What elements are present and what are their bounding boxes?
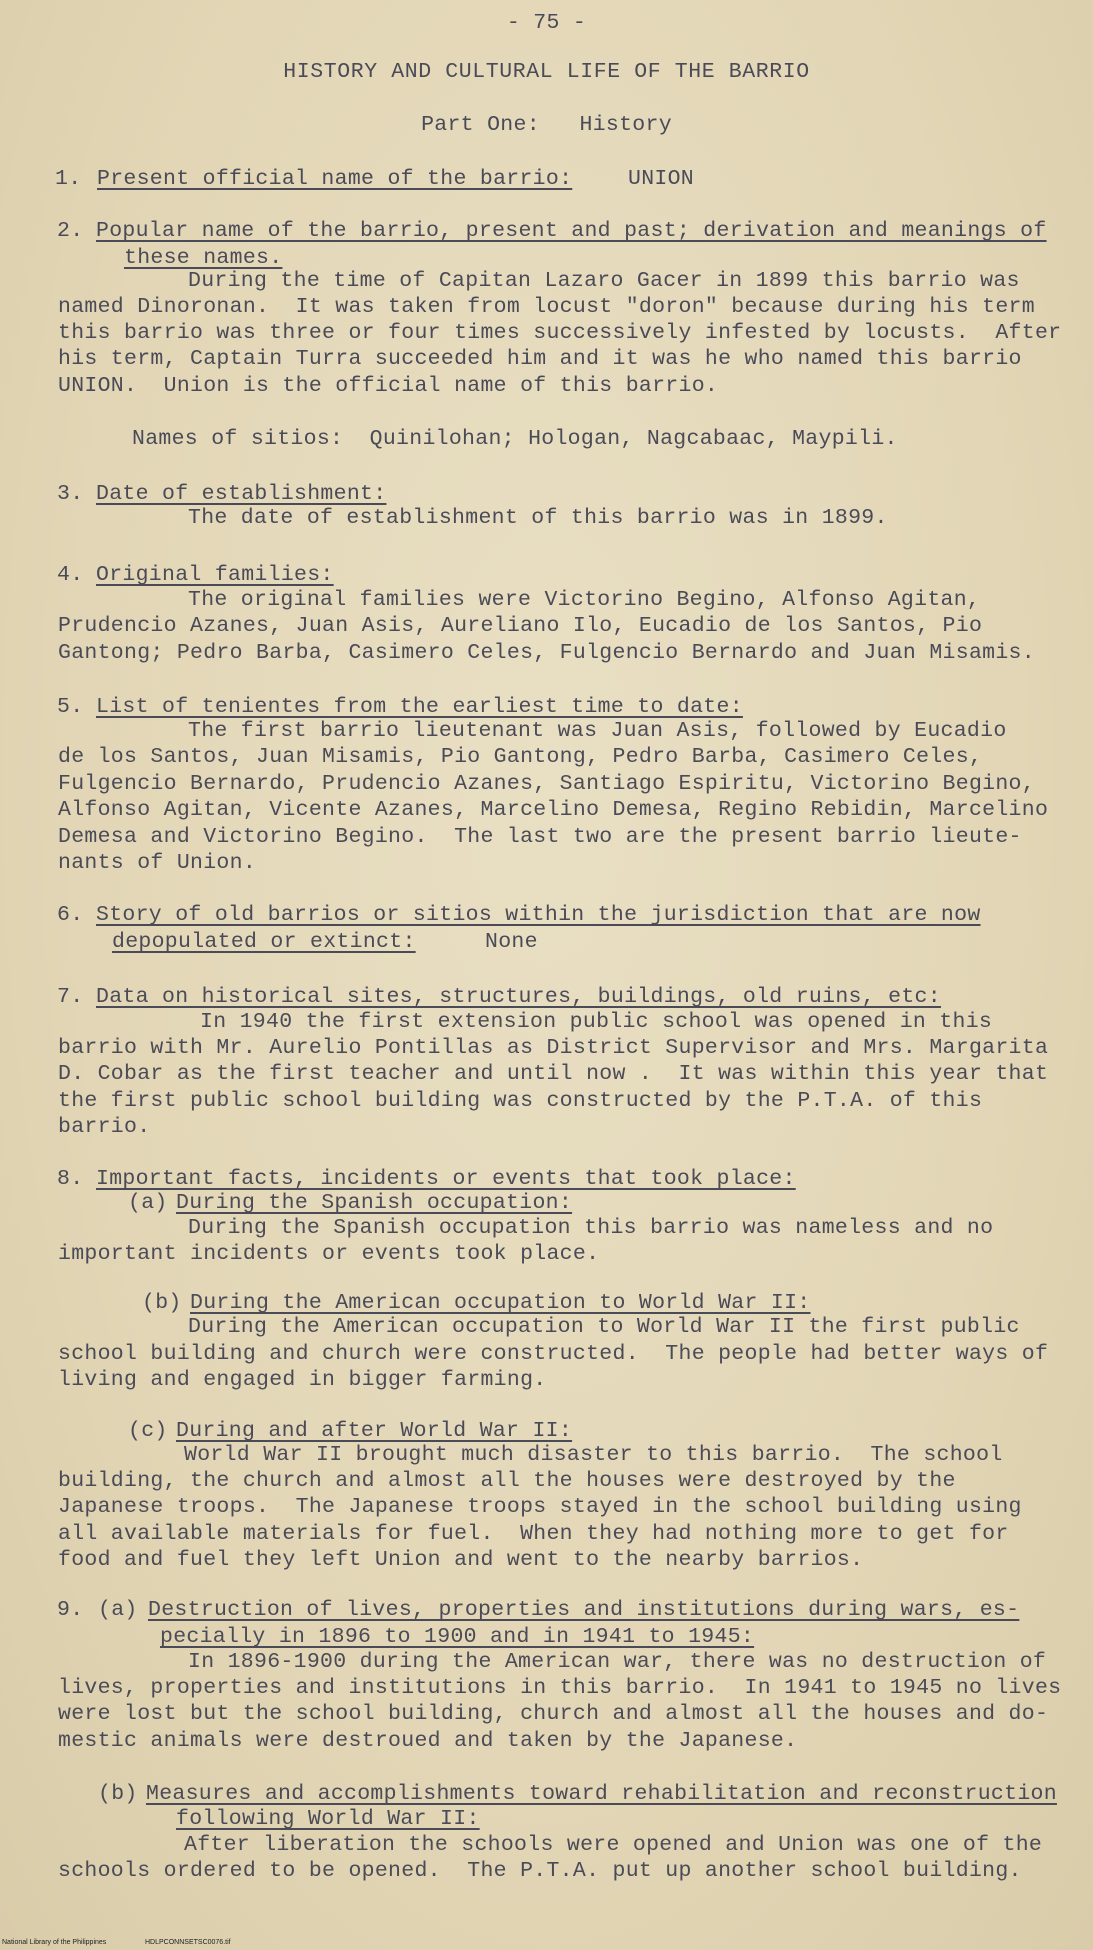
- paragraph-line: World War II brought much disaster to this barrio. The school: [184, 1443, 1003, 1467]
- paragraph-line: were lost but the school building, church and almost all the houses and do-: [58, 1702, 1049, 1726]
- paragraph-line: D. Cobar as the first teacher and until now . It was within this year that: [58, 1062, 1049, 1086]
- paragraph-line: barrio with Mr. Aurelio Pontillas as District Supervisor and Mrs. Margarita: [58, 1036, 1049, 1060]
- footer-library: National Library of the Philippines: [2, 1939, 107, 1946]
- item-label: Data on historical sites, structures, buildings, old ruins, etc:: [96, 985, 941, 1009]
- paragraph-line: In 1896-1900 during the American war, there was no destruction of: [188, 1650, 1047, 1674]
- paragraph-line: The original families were Victorino Begino, Alfonso Agitan,: [188, 588, 981, 612]
- paragraph-line: important incidents or events took place.: [58, 1242, 600, 1266]
- subitem-mark: (b): [98, 1782, 138, 1806]
- paragraph-line: Demesa and Victorino Begino. The last two are the present barrio lieute-: [58, 825, 1022, 849]
- paragraph-line: Prudencio Azanes, Juan Asis, Aureliano Ilo, Eucadio de los Santos, Pio: [58, 614, 983, 638]
- subitem-mark: (b): [142, 1291, 182, 1315]
- paragraph-line: During the American occupation to World War II the first public: [188, 1315, 1020, 1339]
- item-value: UNION: [628, 167, 695, 191]
- paragraph-line: building, the church and almost all the houses were destroyed by the: [58, 1469, 956, 1493]
- paragraph-line: Japanese troops. The Japanese troops stayed in the school building using: [58, 1495, 1022, 1519]
- paragraph-line: his term, Captain Turra succeeded him and it was he who named this barrio: [58, 347, 1022, 371]
- item-label: Story of old barrios or sitios within the jurisdiction that are now: [96, 903, 981, 927]
- paragraph-line: all available materials for fuel. When they had nothing more to get for: [58, 1522, 1009, 1546]
- item-number: 9.: [57, 1598, 84, 1622]
- paragraph-line: lives, properties and institutions in this barrio. In 1941 to 1945 no lives: [58, 1676, 1062, 1700]
- subitem-label: During and after World War II:: [176, 1419, 573, 1443]
- sitios-line: Names of sitios: Quinilohan; Hologan, Nagcabaac, Maypili.: [132, 427, 898, 451]
- paragraph-line: de los Santos, Juan Misamis, Pio Gantong, Pedro Barba, Casimero Celes,: [58, 745, 983, 769]
- part-heading: Part One: History: [421, 113, 672, 137]
- item-number: 7.: [57, 985, 84, 1009]
- subitem-label: Measures and accomplishments toward rehabilitation and reconstruction: [146, 1782, 1057, 1806]
- paragraph-line: After liberation the schools were opened and Union was one of the: [184, 1833, 1043, 1857]
- paragraph-line: mestic animals were destroued and taken by the Japanese.: [58, 1729, 798, 1753]
- page-number: - 75 -: [506, 11, 587, 35]
- item-label: List of tenientes from the earliest time to date:: [96, 695, 743, 719]
- item-label: Present official name of the barrio:: [97, 167, 573, 191]
- subitem-label: Destruction of lives, properties and institutions during wars, es-: [148, 1598, 1020, 1622]
- paragraph-line: In 1940 the first extension public school was opened in this: [200, 1010, 993, 1034]
- paragraph-line: named Dinoronan. It was taken from locust "doron" because during his term: [58, 295, 1035, 319]
- paragraph-line: school building and church were constructed. The people had better ways of: [58, 1342, 1049, 1366]
- footer-filename: HDLPCONNSETSC0076.tif: [145, 1939, 231, 1946]
- paragraph-line: barrio.: [58, 1115, 151, 1139]
- item-number: 3.: [57, 482, 84, 506]
- paragraph-line: this barrio was three or four times successively infested by locusts. After: [58, 321, 1062, 345]
- paragraph-line: During the time of Capitan Lazaro Gacer in 1899 this barrio was: [188, 269, 1020, 293]
- subitem-label: During the American occupation to World War II:: [190, 1291, 811, 1315]
- item-label: Important facts, incidents or events that took place:: [96, 1167, 796, 1191]
- subitem-label-cont: following World War II:: [176, 1807, 480, 1831]
- paragraph-line: The first barrio lieutenant was Juan Asis, followed by Eucadio: [188, 719, 1007, 743]
- paragraph-line: living and engaged in bigger farming.: [58, 1368, 547, 1392]
- subitem-mark: (a): [128, 1191, 168, 1215]
- subitem-label: During the Spanish occupation:: [176, 1191, 573, 1215]
- item-number: 8.: [57, 1167, 84, 1191]
- item-number: 1.: [55, 167, 82, 191]
- paragraph-line: Alfonso Agitan, Vicente Azanes, Marcelino Demesa, Regino Rebidin, Marcelino: [58, 798, 1049, 822]
- paragraph-line: Gantong; Pedro Barba, Casimero Celes, Fulgencio Bernardo and Juan Misamis.: [58, 641, 1035, 665]
- item-label: Date of establishment:: [96, 482, 387, 506]
- subitem-mark: (c): [128, 1419, 168, 1443]
- document-title: HISTORY AND CULTURAL LIFE OF THE BARRIO: [283, 60, 810, 84]
- item-label-cont: these names.: [124, 246, 283, 270]
- paragraph-line: schools ordered to be opened. The P.T.A. put up another school building.: [58, 1859, 1022, 1883]
- subitem-mark: (a): [98, 1598, 138, 1622]
- item-number: 2.: [57, 219, 84, 243]
- subitem-label-cont: pecially in 1896 to 1900 and in 1941 to 1945:: [160, 1625, 755, 1649]
- item-label: Original families:: [96, 563, 334, 587]
- paragraph-line: UNION. Union is the official name of this barrio.: [58, 374, 719, 398]
- item-label-cont: depopulated or extinct:: [112, 930, 416, 954]
- item-number: 6.: [57, 903, 84, 927]
- item-number: 4.: [57, 563, 84, 587]
- paragraph-line: nants of Union.: [58, 851, 257, 875]
- paragraph-line: food and fuel they left Union and went to the nearby barrios.: [58, 1548, 864, 1572]
- item-label: Popular name of the barrio, present and past; derivation and meanings of: [96, 219, 1047, 243]
- paragraph-line: During the Spanish occupation this barrio was nameless and no: [188, 1216, 994, 1240]
- item-number: 5.: [57, 695, 84, 719]
- item-value: None: [485, 930, 538, 954]
- paragraph-line: Fulgencio Bernardo, Prudencio Azanes, Santiago Espiritu, Victorino Begino,: [58, 772, 1035, 796]
- paragraph-line: the first public school building was constructed by the P.T.A. of this: [58, 1089, 983, 1113]
- paragraph-line: The date of establishment of this barrio was in 1899.: [188, 506, 888, 530]
